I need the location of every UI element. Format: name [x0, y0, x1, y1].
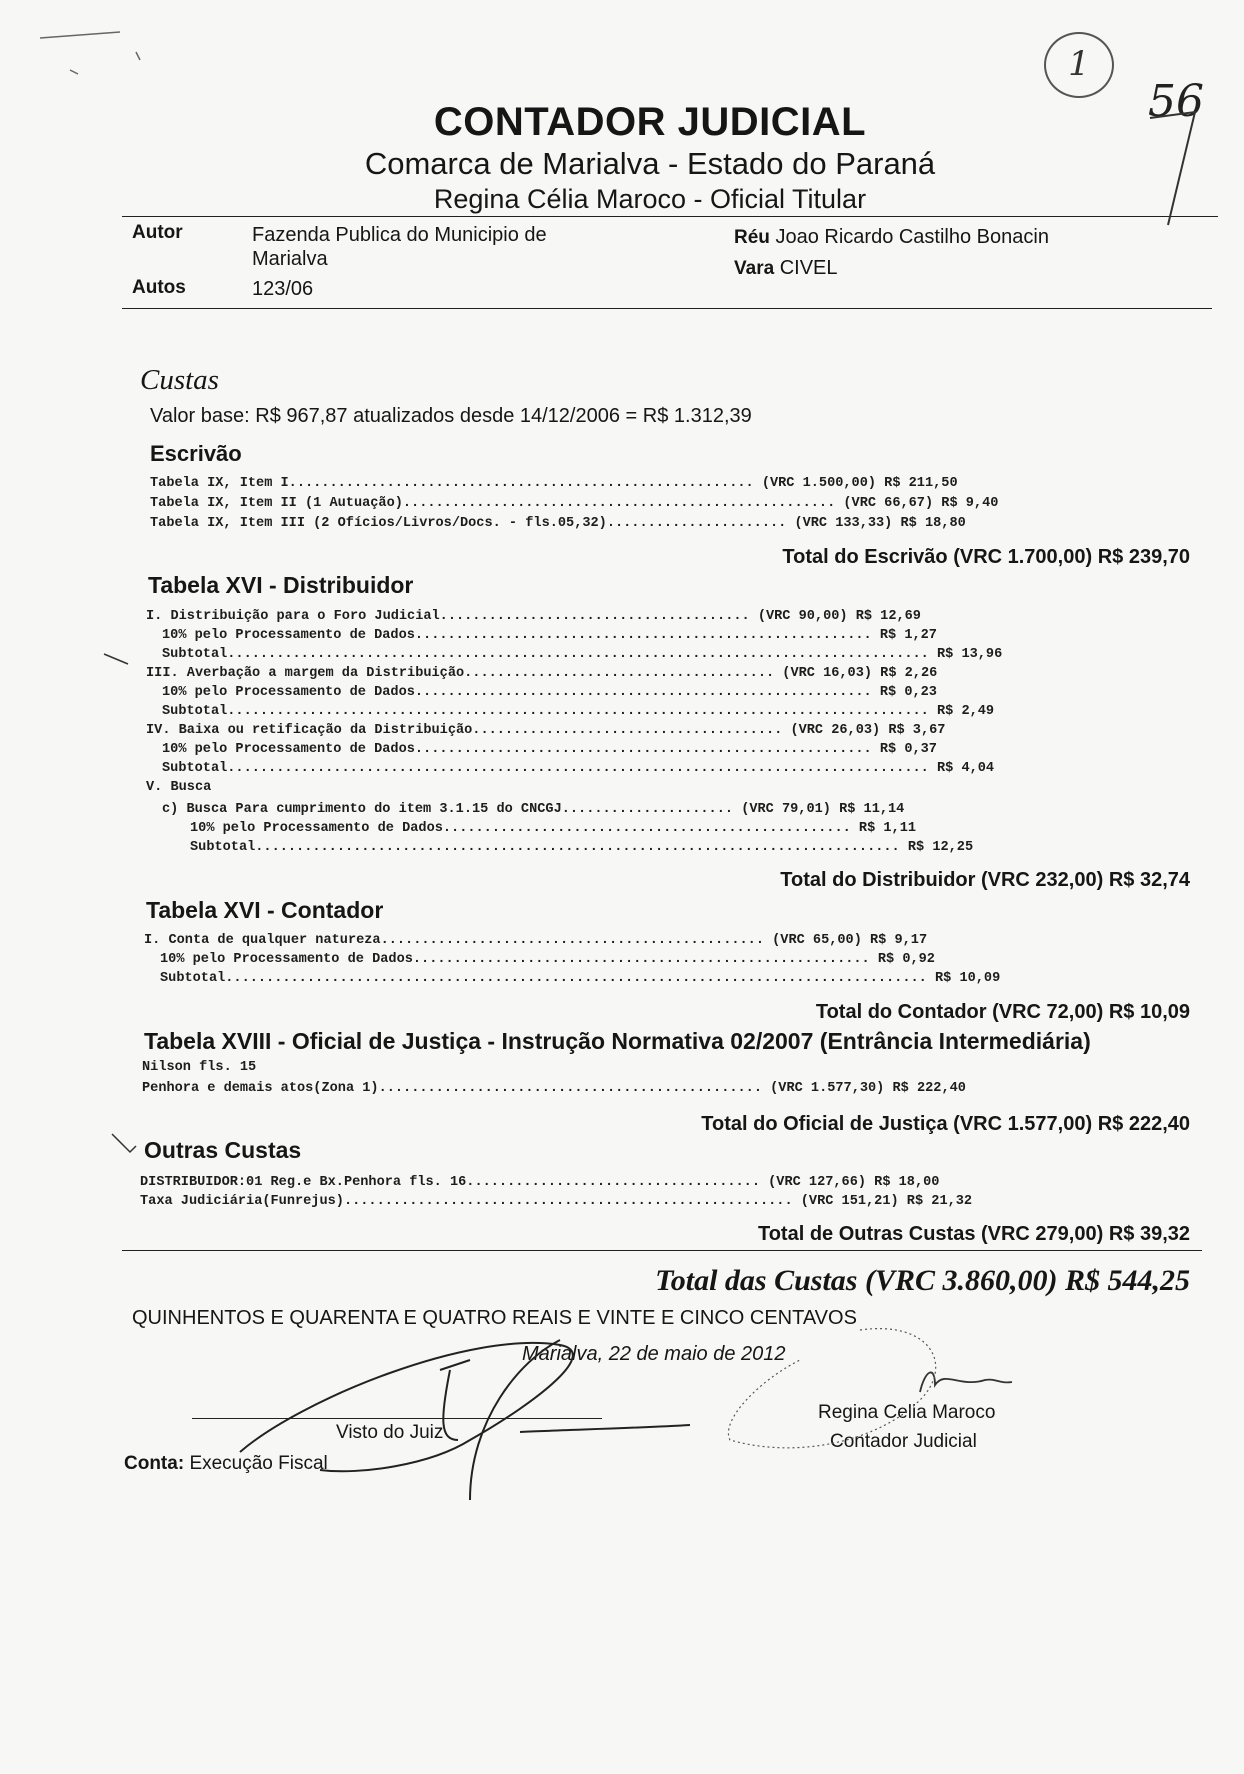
signer-name: Regina Celia Maroco	[818, 1402, 996, 1423]
escrivao-total: Total do Escrivão (VRC 1.700,00) R$ 239,70	[782, 546, 1190, 568]
visto-label: Visto do Juiz	[336, 1422, 444, 1443]
page-number: 56	[1148, 76, 1204, 127]
judge-signature-stroke	[440, 1340, 690, 1500]
outras-line: DISTRIBUIDOR:01 Reg.e Bx.Penhora fls. 16.................................... (VRC 127,66) R$ 18,00	[140, 1175, 940, 1190]
autor-label: Autor	[132, 222, 183, 243]
signer-role: Contador Judicial	[830, 1431, 977, 1452]
reu-label: Réu	[734, 227, 770, 248]
outras-total: Total de Outras Custas (VRC 279,00) R$ 39,32	[757, 1223, 1190, 1245]
distribuidor-line: Subtotal...................................................................................... R$ 2,49	[162, 704, 995, 719]
escrivao-title: Escrivão	[150, 441, 242, 466]
distribuidor-total: Total do Distribuidor (VRC 232,00) R$ 32,74	[780, 869, 1190, 891]
margin-tick	[112, 1134, 136, 1152]
oficial-line: Nilson fls. 15	[142, 1060, 257, 1075]
margin-bracket	[1150, 112, 1195, 225]
distribuidor-line: Subtotal............................................................................... R$ 12,25	[190, 840, 974, 855]
autos-value: 123/06	[252, 278, 314, 300]
contador-title: Tabela XVI - Contador	[146, 897, 384, 923]
oficial-line: Penhora e demais atos(Zona 1)............................................... (VRC 1.577,30) R$ 222,40	[142, 1081, 966, 1096]
distribuidor-line: IV. Baixa ou retificação da Distribuição...................................... (VRC 26,03) R$ 3,67	[146, 723, 946, 738]
contador-signature	[920, 1372, 1012, 1392]
distribuidor-line: Subtotal...................................................................................... R$ 4,04	[162, 761, 995, 776]
judge-signature	[240, 1343, 573, 1471]
margin-tick	[104, 654, 128, 664]
contador-curve	[728, 1329, 935, 1448]
date-line: Marialva, 22 de maio de 2012	[522, 1343, 786, 1365]
contador-line: Subtotal...................................................................................... R$ 10,09	[160, 971, 1001, 986]
autos-label: Autos	[132, 277, 186, 298]
distribuidor-line: 10% pelo Processamento de Dados........................................................ R$ 1,27	[162, 628, 937, 643]
vara-value: CIVEL	[779, 257, 838, 279]
distribuidor-line: Subtotal...................................................................................... R$ 13,96	[162, 647, 1003, 662]
distribuidor-line: 10% pelo Processamento de Dados.................................................. R$ 1,11	[190, 821, 917, 836]
distribuidor-title: Tabela XVI - Distribuidor	[148, 572, 414, 598]
grand-total: Total das Custas (VRC 3.860,00) R$ 544,25	[655, 1264, 1190, 1297]
autor-line1: Fazenda Publica do Municipio de	[252, 224, 547, 246]
conta-value: Execução Fiscal	[189, 1453, 328, 1474]
valor-base: Valor base: R$ 967,87 atualizados desde 14/12/2006 = R$ 1.312,39	[150, 405, 752, 427]
distribuidor-line: 10% pelo Processamento de Dados........................................................ R$ 0,23	[162, 685, 937, 700]
distribuidor-line: c) Busca Para cumprimento do item 3.1.15 do CNCGJ..................... (VRC 79,01) R$ 11,14	[162, 802, 905, 817]
scan-specks	[40, 32, 140, 74]
distribuidor-line: III. Averbação a margem da Distribuição...................................... (VRC 16,03) R$ 2,26	[146, 666, 938, 681]
autor-line2: Marialva	[252, 248, 328, 270]
distribuidor-line: V. Busca	[146, 780, 212, 795]
contador-line: 10% pelo Processamento de Dados........................................................ R$ 0,92	[160, 952, 935, 967]
page-mark: 1	[1068, 44, 1090, 84]
conta-label: Conta:	[124, 1453, 185, 1474]
total-extenso: QUINHENTOS E QUARENTA E QUATRO REAIS E VINTE E CINCO CENTAVOS	[132, 1307, 857, 1329]
escrivao-line: Tabela IX, Item III (2 Ofícios/Livros/Docs. - fls.05,32)...................... (VRC 133,33) R$ 18,80	[150, 516, 966, 531]
oficial-title: Tabela XVIII - Oficial de Justiça - Instrução Normativa 02/2007 (Entrância Intermediária)	[144, 1028, 1091, 1054]
distribuidor-line: 10% pelo Processamento de Dados........................................................ R$ 0,37	[162, 742, 937, 757]
outras-line: Taxa Judiciária(Funrejus)....................................................... (VRC 151,21) R$ 21,32	[140, 1194, 973, 1209]
document-officer: Regina Célia Maroco - Oficial Titular	[433, 184, 867, 214]
vara-label: Vara	[734, 258, 775, 279]
reu-value: Joao Ricardo Castilho Bonacin	[775, 226, 1049, 248]
oficial-total: Total do Oficial de Justiça (VRC 1.577,00) R$ 222,40	[701, 1113, 1190, 1135]
distribuidor-line: I. Distribuição para o Foro Judicial...................................... (VRC 90,00) R$ 12,69	[146, 609, 921, 624]
document-subtitle: Comarca de Marialva - Estado do Paraná	[364, 146, 936, 181]
escrivao-line: Tabela IX, Item I......................................................... (VRC 1.500,00) R$ 211,50	[150, 476, 958, 491]
contador-line: I. Conta de qualquer natureza............................................... (VRC 65,00) R$ 9,17	[144, 933, 928, 948]
escrivao-line: Tabela IX, Item II (1 Autuação)..................................................... (VRC 66,67) R$ 9,40	[150, 496, 999, 511]
custas-title: Custas	[140, 364, 219, 396]
contador-total: Total do Contador (VRC 72,00) R$ 10,09	[815, 1001, 1190, 1023]
document-title: CONTADOR JUDICIAL	[433, 100, 867, 144]
outras-title: Outras Custas	[144, 1137, 302, 1163]
